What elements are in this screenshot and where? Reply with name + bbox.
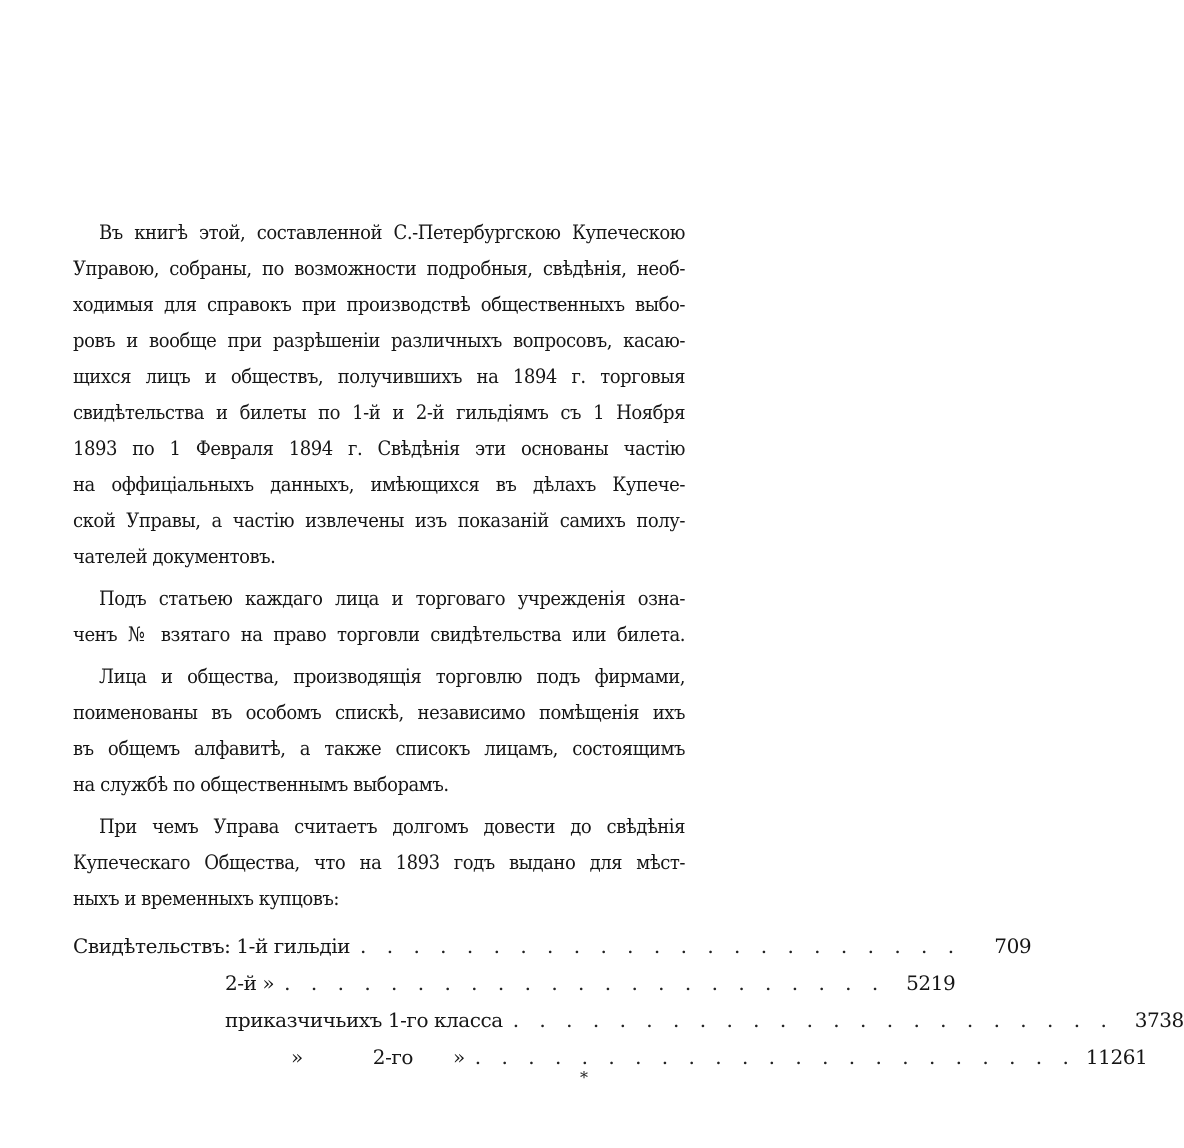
text-line: въ общемъ алфавитѣ, а также списокъ лицамъ, состоящимъ xyxy=(73,736,685,760)
text-line: Купеческаго Общества, что на 1893 годъ выдано для мѣст- xyxy=(73,850,685,874)
stats-row xyxy=(73,1002,1184,1039)
stats-value: 709 xyxy=(994,934,1032,958)
text-line: Управою, собраны, по возможности подробныя, свѣдѣнія, необ- xyxy=(73,256,685,280)
stats-value: 3738 xyxy=(1134,1008,1184,1032)
ditto-mark: » xyxy=(291,1045,303,1069)
stats-value: 5219 xyxy=(906,971,956,995)
text-line: При чемъ Управа считаетъ долгомъ довести до свѣдѣнія xyxy=(99,814,685,838)
text-line: ходимыя для справокъ при производствѣ общественныхъ выбо- xyxy=(73,292,685,316)
text-line: Въ книгѣ этой, составленной С.-Петербургскою Купеческою xyxy=(99,220,685,244)
stats-label: приказчичьихъ 1-го класса xyxy=(225,1008,503,1032)
text-line: ченъ № взятаго на право торговли свидѣтельства или билета. xyxy=(73,622,685,646)
text-line: свидѣтельства и билеты по 1-й и 2-й гильдіямъ съ 1 Ноября xyxy=(73,400,685,424)
leader-dots: . . . . . . . . . . . . . . . . . . . . . . . xyxy=(474,1045,1076,1069)
certificate-stats-table xyxy=(73,928,1184,1076)
stats-label xyxy=(73,1039,465,1076)
preface-text xyxy=(73,214,685,916)
text-line: на службѣ по общественнымъ выборамъ. xyxy=(73,772,449,796)
paragraph-1 xyxy=(73,214,685,574)
text-line: 1893 по 1 Февраля 1894 г. Свѣдѣнія эти основаны частію xyxy=(73,436,685,460)
ditto-mark: » xyxy=(453,1045,465,1069)
text-line: Подъ статьею каждаго лица и торговаго учрежденія озна- xyxy=(99,586,685,610)
text-line: Лица и общества, производящія торговлю подъ фирмами, xyxy=(99,664,685,688)
stats-label-class: 2-го xyxy=(372,1045,413,1069)
text-line: ныхъ и временныхъ купцовъ: xyxy=(73,886,340,910)
leader-dots: . . . . . . . . . . . . . . . . . . . . . . . xyxy=(284,971,886,995)
text-line: щихся лицъ и обществъ, получившихъ на 1894 г. торговыя xyxy=(73,364,685,388)
text-line: поименованы въ особомъ спискѣ, независимо помѣщенія ихъ xyxy=(73,700,685,724)
leader-dots: . . . . . . . . . . . . . . . . . . . . . . . xyxy=(360,934,962,958)
text-line: чателей документовъ. xyxy=(73,544,276,568)
text-line: ровъ и вообще при разрѣшеніи различныхъ вопросовъ, касаю- xyxy=(73,328,685,352)
text-line: на оффиціальныхъ данныхъ, имѣющихся въ дѣлахъ Купече- xyxy=(73,472,685,496)
paragraph-3 xyxy=(73,658,685,802)
stats-row xyxy=(73,965,956,1002)
stats-label: Свидѣтельствъ: 1-й гильдіи xyxy=(73,934,351,958)
leader-dots: . . . . . . . . . . . . . . . . . . . . . . . xyxy=(512,1008,1114,1032)
stats-label: 2-й » xyxy=(225,971,275,995)
text-line: ской Управы, а частію извлечены изъ показаній самихъ полу- xyxy=(73,508,685,532)
stats-row xyxy=(73,928,1032,965)
signature-mark: * xyxy=(580,1068,588,1087)
stats-row xyxy=(73,1039,1148,1076)
paragraph-4 xyxy=(73,808,685,916)
stats-value: 11261 xyxy=(1085,1045,1148,1069)
paragraph-2 xyxy=(73,580,685,652)
